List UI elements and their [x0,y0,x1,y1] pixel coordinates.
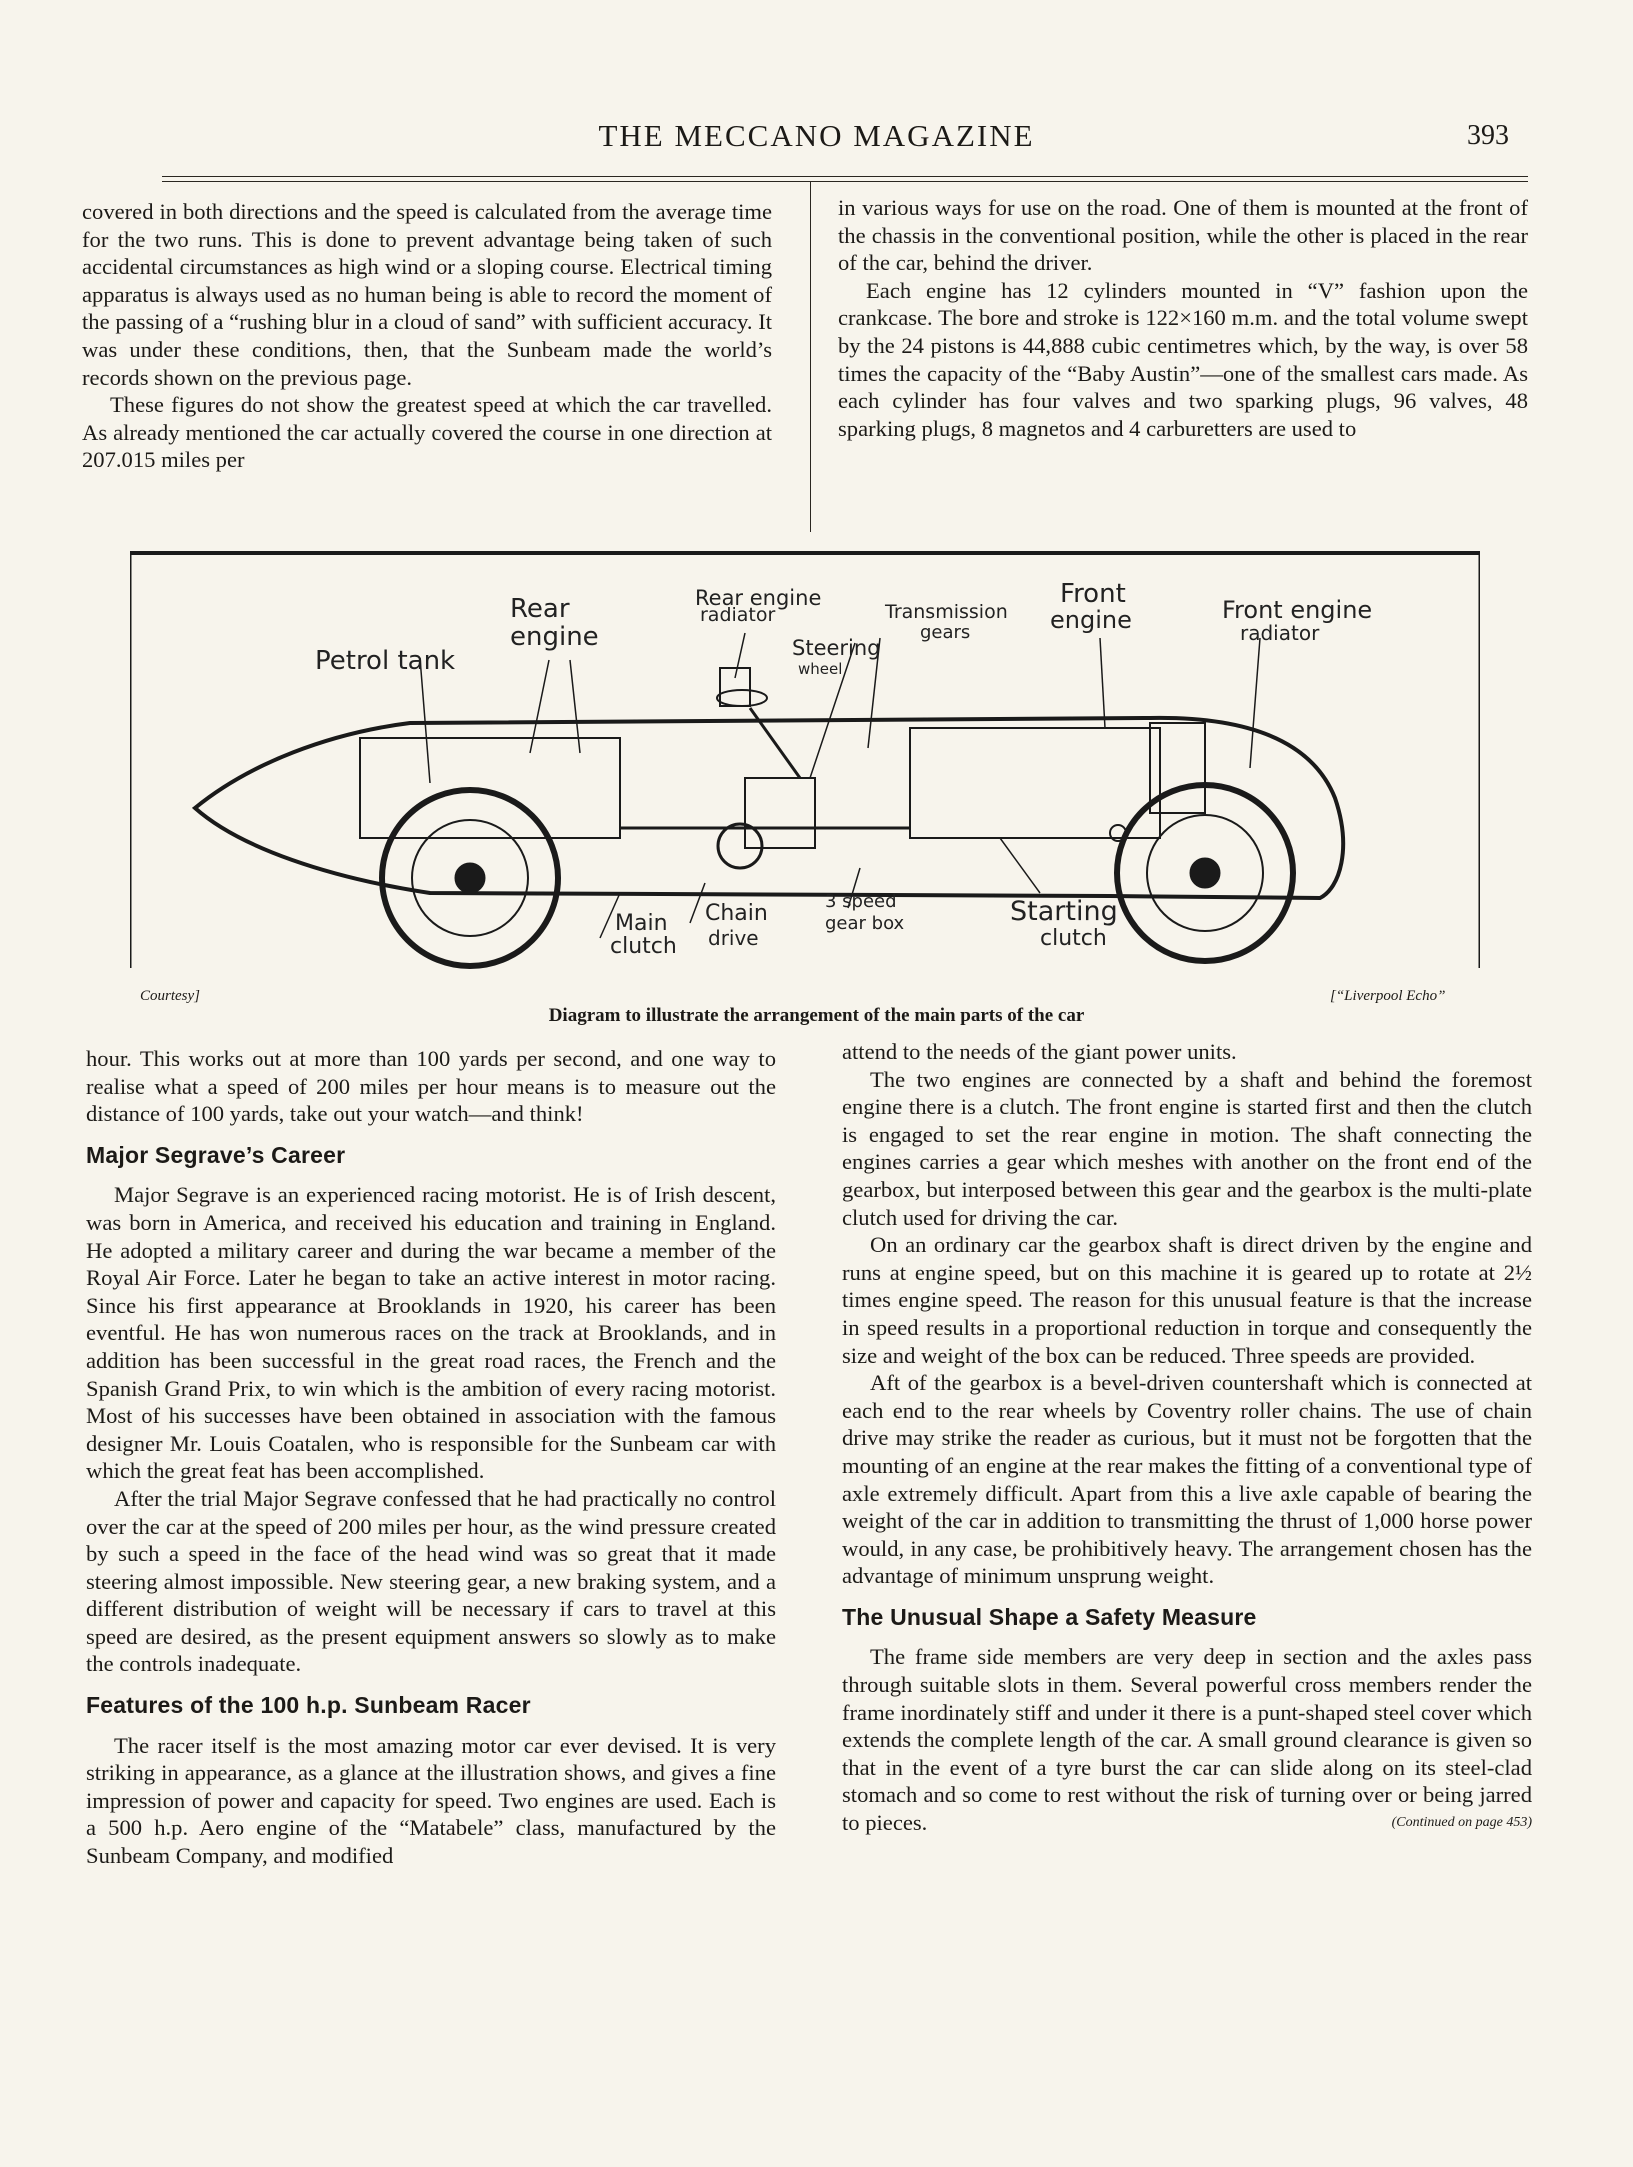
label-front-engine-radiator: Front engine [1222,596,1373,624]
paragraph: These figures do not show the greatest speed at which the car travelled. As already mentioned the car actually covered the course in one direction at 207.015 miles per [82,392,772,473]
paragraph: After the trial Major Segrave confessed that he had practically no control over the car at the speed of 200 miles per hour, as the wind pressure created by such a speed in the face of the head wind was so great that it made steering almost impossible. New steering gear, a new braking system, and a different distribution of weight will be necessary if cars to travel at this speed are desired, as the present equipment answers so slowly as to make the controls inadequate. [86,1485,776,1677]
section-heading: Major Segrave’s Career [86,1141,346,1168]
header-rule-thin [162,181,1528,182]
label-main-clutch: Main [615,911,668,936]
top-right-column [838,194,1528,442]
label-rear-engine-radiator: Rear engine [695,586,822,610]
paragraph: attend to the needs of the giant power units. [842,1039,1237,1064]
bottom-right-column [842,1038,1532,1837]
column-divider [810,182,811,532]
running-title: THE MECCANO MAGAZINE [598,118,1035,153]
section-heading: The Unusual Shape a Safety Measure [842,1603,1257,1630]
label-rear-engine: Rear [510,594,570,624]
label-petrol-tank: Petrol tank [315,646,456,676]
label-front-engine: Front [1060,579,1126,609]
label-chain-drive-2: drive [708,926,759,950]
label-starting-clutch-2: clutch [1040,926,1107,951]
header-rule [162,176,1528,177]
page-header [0,118,1633,168]
car-diagram [130,548,1480,978]
label-steering-wheel: Steering [792,636,881,660]
label-starting-clutch: Starting [1010,896,1118,927]
figure-caption: Diagram to illustrate the arrangement of the main parts of the car [548,1005,1085,1026]
paragraph [842,1643,1532,1836]
label-rear-engine-radiator-2: radiator [700,604,776,626]
paragraph: Aft of the gearbox is a bevel-driven countershaft which is connected at each end to the rear wheels by Coventry roller chains. The use of chain drive may strike the reader as curious, but it must not be forgotten that the mounting of an engine at the rear makes the fitting of a conventional type of axle extremely difficult. Apart from this a live axle capable of bearing the weight of the car in addition to transmitting the thrust of 1,000 horse power would, in any case, be prohibitively heavy. The arrangement chosen has the advantage of minimum unsprung weight. [842,1370,1532,1589]
credit-source: [“Liverpool Echo” [1330,988,1446,1004]
paragraph: in various ways for use on the road. One of them is mounted at the front of the chassis in the conventional position, while the other is placed in the rear of the car, behind the driver. [838,195,1528,276]
bottom-left-column [86,1045,776,1870]
paragraph: The two engines are connected by a shaft and behind the foremost engine there is a clutch. The front engine is started first and then the clutch is engaged to set the rear engine in motion. The shaft connecting the engines carries a gear which meshes with another on the front end of the gearbox, but interposed between this gear and the gearbox is the multi-plate clutch used for driving the car. [842,1066,1532,1230]
label-gear-box: 3 speed [825,891,897,912]
paragraph: The racer itself is the most amazing motor car ever devised. It is very striking in appearance, as a glance at the illustration shows, and gives a fine impression of power and capacity for speed. Two engines are used. Each is a 500 h.p. Aero engine of the “Matabele” class, manufactured by the Sunbeam Company, and modified [86,1732,776,1869]
paragraph: Major Segrave is an experienced racing motorist. He is of Irish descent, was born in America, and received his education and training in England. He adopted a military career and during the war became a member of the Royal Air Force. Later he began to take an active interest in motor racing. Since his first appearance at Brooklands in 1920, his career has been eventful. He has won numerous races on the track at Brooklands, and in addition has been successful in the great road races, the French and the Spanish Grand Prix, to win which is the ambition of every racing motorist. Most of his successes have been obtained in association with the famous designer Mr. Louis Coatalen, who is responsible for the Sunbeam car with which the great feat has been accomplished. [86,1182,776,1484]
paragraph-text: The frame side members are very deep in section and the axles pass through suitable slots in them. Several powerful cross members render the frame inordinately stiff and under it there is a punt-shaped steel cover which extends the complete length of the car. A small ground clearance is given so that in the event of a tyre burst the car can slide along on its steel-clad stomach and so come to rest without the risk of turning over or being jarred to pieces. [842,1644,1532,1836]
continued-note: (Continued on page 453) [1391,1815,1532,1831]
label-front-engine-2: engine [1050,606,1132,634]
paragraph: hour. This works out at more than 100 yards per second, and one way to realise what a speed of 200 miles per hour means is to measure out the distance of 100 yards, take out your watch—and think! [86,1046,776,1127]
paragraph: covered in both directions and the speed is calculated from the average time for the two runs. This is done to prevent advantage being taken of such accidental circumstances as high wind or a sloping course. Electrical timing apparatus is always used as no human being is able to record the moment of the passing of a “rushing blur in a cloud of sand” with sufficient accuracy. It was under these conditions, then, that the Sunbeam made the world’s records shown on the previous page. [82,199,772,390]
label-transmission-gears: Transmission [885,601,1008,623]
label-rear-engine-2: engine [510,622,599,652]
label-steering-wheel-2: wheel [798,660,843,678]
paragraph: On an ordinary car the gearbox shaft is direct driven by the engine and runs at engine speed, but on this machine it is geared up to rotate at 2½ times engine speed. The reason for this unusual feature is that the increase in speed results in a proportional reduction in torque and consequently the size and weight of the box can be reduced. Three speeds are provided. [842,1232,1532,1368]
top-left-column [82,198,772,474]
credit-courtesy: Courtesy] [140,988,200,1004]
label-chain-drive: Chain [705,901,768,926]
label-front-engine-radiator-2: radiator [1240,621,1320,645]
section-heading: Features of the 100 h.p. Sunbeam Racer [86,1692,531,1719]
label-gear-box-2: gear box [825,913,905,934]
paragraph: Each engine has 12 cylinders mounted in “V” fashion upon the crankcase. The bore and stroke is 122×160 m.m. and the total volume swept by the 24 pistons is 44,888 cubic centimetres which, by the way, is over 58 times the capacity of the “Baby Austin”—one of the smallest cars made. As each cylinder has four valves and two sparking plugs, 96 valves, 48 sparking plugs, 8 magnetos and 4 carburetters are used to [838,277,1528,441]
page-number: 393 [1467,120,1509,151]
label-transmission-gears-2: gears [920,622,971,643]
label-main-clutch-2: clutch [610,934,677,959]
